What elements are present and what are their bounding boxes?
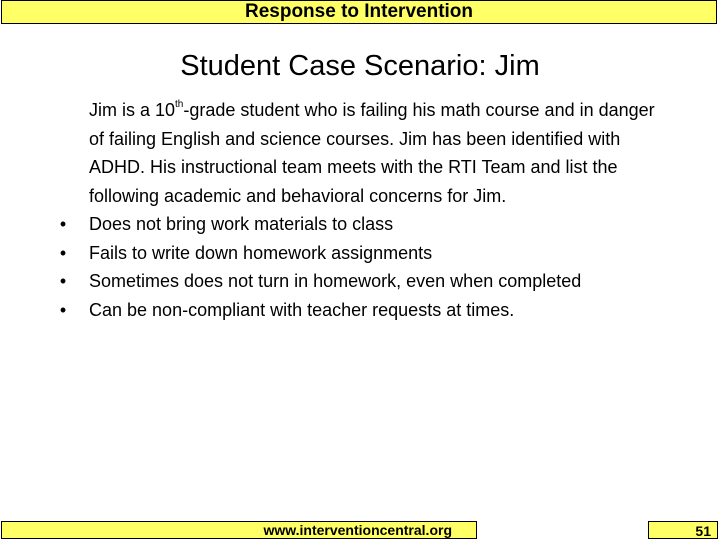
page-number-box — [648, 521, 718, 539]
footer-url-banner — [1, 521, 477, 539]
concerns-list — [0, 210, 720, 324]
intro-paragraph — [89, 96, 669, 210]
list-item-text: Sometimes does not turn in homework, even when completed — [89, 271, 582, 291]
list-item — [0, 239, 720, 268]
list-item-text: Fails to write down homework assignments — [89, 242, 433, 263]
header-title: Response to Intervention — [244, 1, 474, 22]
intro-text-rest: -grade student who is failing his math course and in danger of failing English and science courses. Jim has been identified with ADHD. His instructional team meets with the RTI Team and list the following academic and behavioral concerns for Jim. — [89, 100, 655, 206]
slide-title: Student Case Scenario: Jim — [180, 50, 540, 82]
footer-url: www.interventioncentral.org — [263, 522, 452, 538]
ordinal-suffix: th — [175, 99, 184, 110]
bullet-icon: • — [59, 242, 67, 263]
header-banner — [1, 0, 717, 24]
list-item — [0, 267, 720, 296]
list-item-text: Can be non-compliant with teacher requests at times. — [89, 299, 515, 320]
list-item-text: Does not bring work materials to class — [89, 214, 394, 234]
bullet-icon: • — [59, 299, 67, 320]
list-item — [0, 210, 720, 239]
bullet-icon: • — [59, 214, 67, 234]
page-number: 51 — [695, 523, 711, 539]
intro-text-start: Jim is a 10 — [89, 100, 176, 120]
slide-content — [0, 96, 720, 324]
list-item — [0, 296, 720, 325]
bullet-icon: • — [59, 271, 67, 291]
